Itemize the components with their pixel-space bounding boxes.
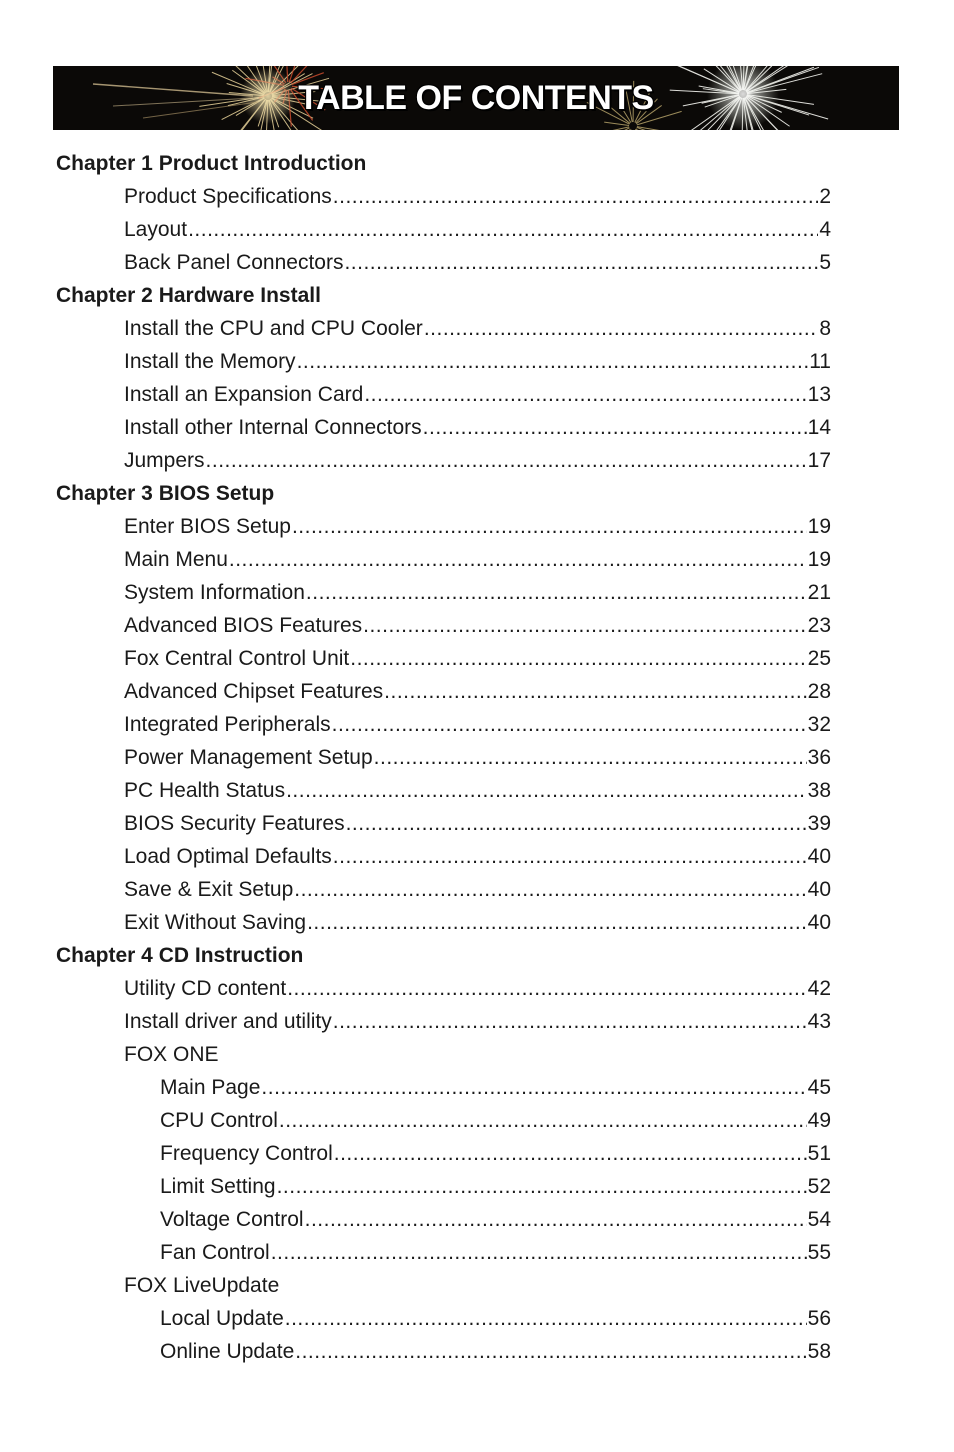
dot-leader xyxy=(277,1175,807,1199)
toc-entry[interactable] xyxy=(124,840,831,873)
toc-entry[interactable] xyxy=(160,1104,831,1137)
dot-leader xyxy=(384,680,806,704)
toc-page-number: 13 xyxy=(807,382,831,406)
toc-page-number: 43 xyxy=(807,1009,831,1033)
toc-entry-title: Exit Without Saving xyxy=(124,910,307,934)
toc-page-number: 17 xyxy=(807,448,831,472)
toc-entry-title: Jumpers xyxy=(124,448,205,472)
dot-leader xyxy=(332,713,807,737)
toc-page-number: 5 xyxy=(819,250,831,274)
toc-page-number: 8 xyxy=(819,316,831,340)
dot-leader xyxy=(286,779,807,803)
dot-leader xyxy=(307,911,807,935)
toc-entry-title: Online Update xyxy=(160,1339,295,1363)
toc-entry-title: Chapter 4 CD Instruction xyxy=(56,943,304,967)
toc-chapter-heading xyxy=(56,939,303,972)
toc-page-number: 40 xyxy=(807,877,831,901)
header-banner xyxy=(53,66,899,130)
toc-page-number: 55 xyxy=(807,1240,831,1264)
toc-entry[interactable] xyxy=(124,543,831,576)
toc-page-number: 36 xyxy=(807,745,831,769)
toc-entry-title: Layout xyxy=(124,217,188,241)
toc-page-number: 58 xyxy=(807,1339,831,1363)
dot-leader xyxy=(285,1307,807,1331)
toc-chapter-heading xyxy=(56,147,366,180)
dot-leader xyxy=(295,1340,806,1364)
toc-entry-title: Voltage Control xyxy=(160,1207,304,1231)
toc-entry-title: PC Health Status xyxy=(124,778,286,802)
toc-entry-title: Install the Memory xyxy=(124,349,296,373)
toc-entry-title: Install an Expansion Card xyxy=(124,382,364,406)
dot-leader xyxy=(333,845,807,869)
toc-entry-title: Fan Control xyxy=(160,1240,270,1264)
toc-page-number: 56 xyxy=(807,1306,831,1330)
toc-entry[interactable] xyxy=(124,510,831,543)
toc-page-number: 21 xyxy=(807,580,831,604)
dot-leader xyxy=(206,449,807,473)
toc-page-number: 25 xyxy=(807,646,831,670)
toc-entry[interactable] xyxy=(124,708,831,741)
toc-entry[interactable] xyxy=(160,1137,831,1170)
toc-entry-title: Save & Exit Setup xyxy=(124,877,294,901)
dot-leader xyxy=(279,1109,807,1133)
dot-leader xyxy=(306,581,807,605)
toc-entry[interactable] xyxy=(124,180,831,213)
toc-entry-title: Enter BIOS Setup xyxy=(124,514,291,538)
toc-entry-title: CPU Control xyxy=(160,1108,278,1132)
toc-entry-title: Product Specifications xyxy=(124,184,332,208)
toc-entry-title: Limit Setting xyxy=(160,1174,276,1198)
toc-entry-title: Power Management Setup xyxy=(124,745,373,769)
toc-entry[interactable] xyxy=(124,1038,219,1071)
toc-entry[interactable] xyxy=(124,444,831,477)
dot-leader xyxy=(423,416,807,440)
dot-leader xyxy=(333,185,819,209)
dot-leader xyxy=(271,1241,807,1265)
dot-leader xyxy=(261,1076,806,1100)
toc-entry[interactable] xyxy=(124,774,831,807)
toc-entry-title: Main Menu xyxy=(124,547,228,571)
dot-leader xyxy=(346,812,807,836)
toc-entry[interactable] xyxy=(124,642,831,675)
toc-page-number: 45 xyxy=(807,1075,831,1099)
toc-entry-title: Advanced Chipset Features xyxy=(124,679,384,703)
toc-page-number: 14 xyxy=(807,415,831,439)
toc-page-number: 52 xyxy=(807,1174,831,1198)
toc-entry-title: Chapter 2 Hardware Install xyxy=(56,283,321,307)
toc-page-number: 39 xyxy=(807,811,831,835)
toc-entry[interactable] xyxy=(160,1071,831,1104)
toc-entry[interactable] xyxy=(160,1335,831,1368)
toc-page-number: 11 xyxy=(809,349,831,373)
toc-entry-title: Integrated Peripherals xyxy=(124,712,331,736)
toc-entry[interactable] xyxy=(124,1005,831,1038)
toc-page-number: 19 xyxy=(807,514,831,538)
toc-entry-title: Load Optimal Defaults xyxy=(124,844,332,868)
toc-entry[interactable] xyxy=(160,1170,831,1203)
toc-entry-title: Advanced BIOS Features xyxy=(124,613,363,637)
toc-page-number: 40 xyxy=(807,910,831,934)
dot-leader xyxy=(188,218,818,242)
toc-page-number: 51 xyxy=(807,1141,831,1165)
toc-entry-title: BIOS Security Features xyxy=(124,811,345,835)
toc-entry[interactable] xyxy=(124,741,831,774)
toc-page-number: 19 xyxy=(807,547,831,571)
toc-entry[interactable] xyxy=(160,1302,831,1335)
toc-entry-title: Local Update xyxy=(160,1306,284,1330)
toc-page-number: 54 xyxy=(807,1207,831,1231)
toc-entry-title: Main Page xyxy=(160,1075,261,1099)
toc-entry[interactable] xyxy=(124,609,831,642)
toc-entry-title: Chapter 3 BIOS Setup xyxy=(56,481,275,505)
dot-leader xyxy=(363,614,807,638)
dot-leader xyxy=(334,1142,807,1166)
toc-entry-title: Frequency Control xyxy=(160,1141,333,1165)
toc-entry[interactable] xyxy=(124,1269,279,1302)
toc-page-number: 42 xyxy=(807,976,831,1000)
toc-page-number: 32 xyxy=(807,712,831,736)
toc-page-number: 49 xyxy=(807,1108,831,1132)
toc-entry[interactable] xyxy=(124,576,831,609)
toc-entry-title: FOX ONE xyxy=(124,1042,219,1066)
toc-chapter-heading xyxy=(56,477,274,510)
toc-entry[interactable] xyxy=(124,378,831,411)
toc-page-number: 2 xyxy=(819,184,831,208)
toc-entry[interactable] xyxy=(124,807,831,840)
toc-page-number: 28 xyxy=(807,679,831,703)
toc-entry-title: Install driver and utility xyxy=(124,1009,332,1033)
toc-page-number: 4 xyxy=(819,217,831,241)
dot-leader xyxy=(229,548,807,572)
toc-entry-title: Fox Central Control Unit xyxy=(124,646,350,670)
toc-entry[interactable] xyxy=(160,1203,831,1236)
dot-leader xyxy=(374,746,807,770)
dot-leader xyxy=(287,977,806,1001)
toc-entry-title: Back Panel Connectors xyxy=(124,250,344,274)
dot-leader xyxy=(344,251,818,275)
toc-page-number: 23 xyxy=(807,613,831,637)
toc-entry[interactable] xyxy=(124,246,831,279)
toc-page-number: 40 xyxy=(807,844,831,868)
toc-entry[interactable] xyxy=(124,675,831,708)
toc-entry-title: Utility CD content xyxy=(124,976,287,1000)
toc-entry[interactable] xyxy=(160,1236,831,1269)
dot-leader xyxy=(424,317,819,341)
dot-leader xyxy=(333,1010,807,1034)
toc-entry[interactable] xyxy=(124,411,831,444)
dot-leader xyxy=(305,1208,807,1232)
toc-entry-title: Install other Internal Connectors xyxy=(124,415,422,439)
dot-leader xyxy=(364,383,806,407)
toc-chapter-heading xyxy=(56,279,321,312)
dot-leader xyxy=(294,878,806,902)
toc-entry[interactable] xyxy=(124,906,831,939)
dot-leader xyxy=(297,350,809,374)
toc-page-number: 38 xyxy=(807,778,831,802)
toc-entry-title: Install the CPU and CPU Cooler xyxy=(124,316,423,340)
dot-leader xyxy=(292,515,807,539)
toc-entry[interactable] xyxy=(124,312,831,345)
toc-entry-title: System Information xyxy=(124,580,305,604)
toc-entry-title: Chapter 1 Product Introduction xyxy=(56,151,367,175)
toc-entry[interactable] xyxy=(124,972,831,1005)
toc-entry[interactable] xyxy=(124,345,831,378)
page-title: TABLE OF CONTENTS xyxy=(298,78,654,117)
toc-entry[interactable] xyxy=(124,213,831,246)
toc-entry-title: FOX LiveUpdate xyxy=(124,1273,280,1297)
dot-leader xyxy=(350,647,806,671)
toc-entry[interactable] xyxy=(124,873,831,906)
